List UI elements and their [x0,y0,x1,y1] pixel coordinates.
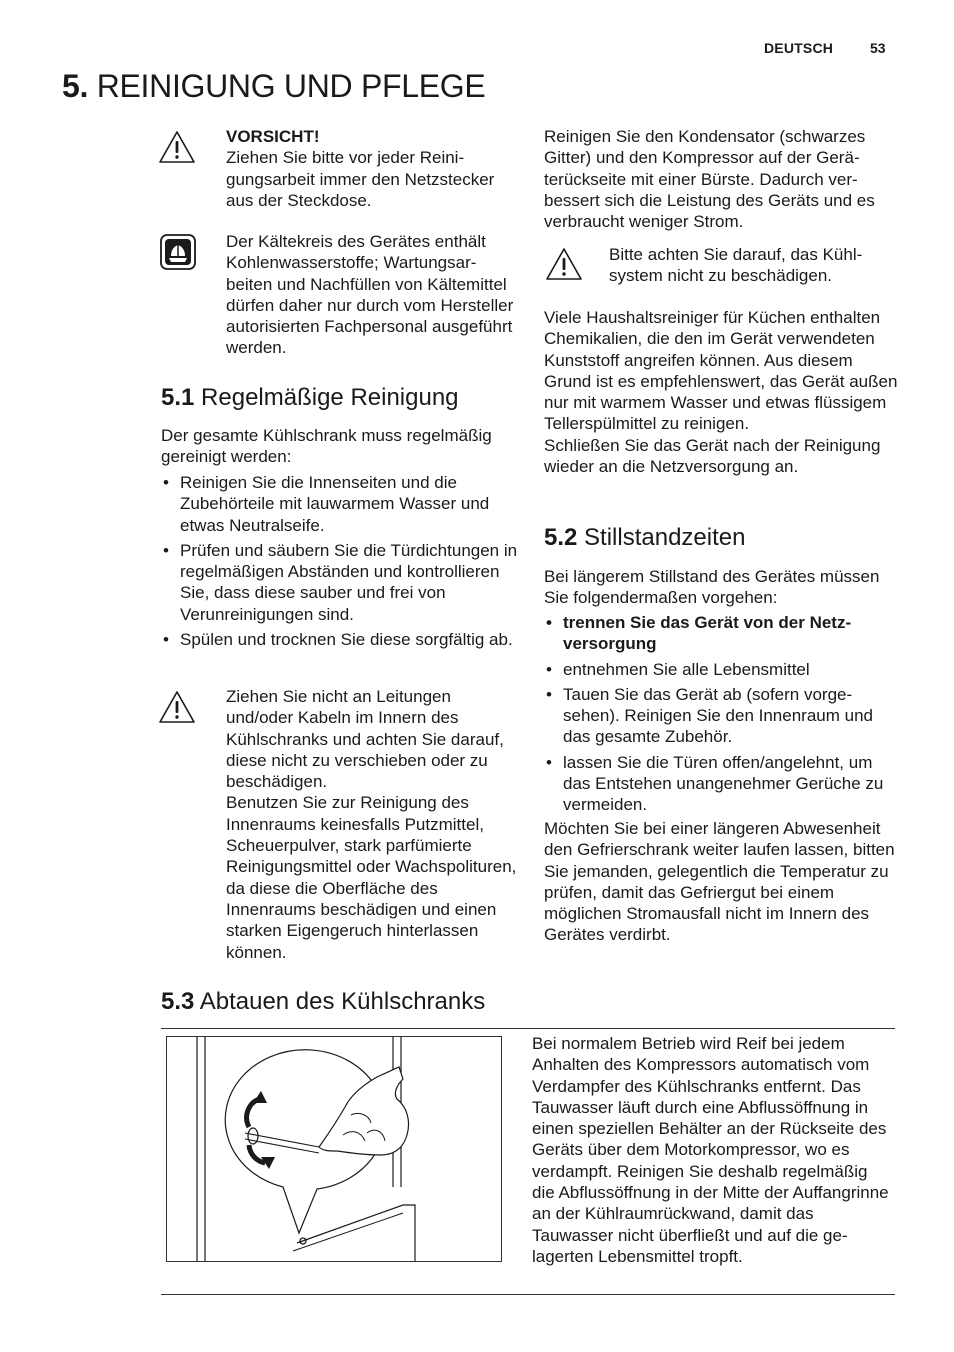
warning-triangle-icon [157,688,197,728]
section-5-1-intro: Der gesamte Kühlschrank muss regelmäßig gereinigt werden: [161,426,492,467]
section-5-2-heading [544,524,745,552]
section-5-1-heading [161,384,459,412]
section-5-1-number: 5.1 [161,384,195,411]
section-5-2-intro: Bei längerem Stillstand des Gerätes müssen Sie folgendermaßen vorgehen: [544,567,880,608]
cleaner-text: Viele Haushaltsreiniger für Küchen enthalten Chemikalien, die den im Gerät verwendeten Kunststoff angreifen können. Aus diesem Grund ist es empfehlenswert, das Gerät außen nur mit warmem Wasser und etwas flüssigem Tellerspülmittel zu reinigen. [544,308,898,434]
caution-heading: VORSICHT! [226,127,320,146]
defrost-text: Bei normalem Betrieb wird Reif bei jedem Anhalten des Kompressors automatisch vom Verdampfer des Kühlschranks entfernt. Das Tauwasser läuft durch eine Abflussöffnung in einen speziellen Behälter an der Rückseite des Geräts über dem Motorkompressor, wo es verdampft. Reinigen Sie deshalb regelmäßig die Abflussöffnung in der Mitte der Auffangrinne an der Kühlraumrückwand, damit das Tauwasser nicht überfließt und auf die gelagerten Lebensmittel tropft. [532,1034,889,1266]
section-5-2-title: Stillstandzeiten [584,524,746,551]
chapter-title: REINIGUNG UND PFLEGE [96,68,486,104]
list-item: • Spülen und trocknen Sie diese sorgfältig ab. [161,629,521,650]
caution-note [226,126,516,211]
list-item: • Tauen Sie das Gerät ab (sofern vorgesehen). Reinigen Sie den Innenraum und das gesamte Zubehör. [544,684,900,748]
table-top-rule [161,1028,895,1029]
environment-icon [160,234,196,270]
cleaner-block [544,307,900,477]
warning-triangle-icon [157,128,197,168]
page-number: 53 [870,40,886,56]
list-item: • Prüfen und säubern Sie die Türdichtungen in regelmäßigen Abständen und kontrollieren Sie, dass diese sauber und frei von Verunreinigungen sind. [161,540,521,625]
reconnect-text: Schließen Sie das Gerät nach der Reinigung wieder an die Netzversorgung an. [544,435,881,477]
section-5-2-number: 5.2 [544,524,578,551]
page-title [62,68,485,105]
header-language: DEUTSCH [764,40,834,56]
chapter-number: 5. [62,68,89,104]
cleaning-warning-1: Ziehen Sie nicht an Leitungen und/oder Kabeln im Innern des Kühlschranks und achten Sie darauf, diese nicht zu verschieben oder zu beschädigen. [226,687,504,792]
warning-triangle-icon [544,245,584,285]
section-5-3-heading [161,988,485,1016]
section-5-3-title: Abtauen des Kühlschranks [199,988,486,1015]
table-bottom-rule [161,1294,895,1295]
cleaning-warning [226,686,518,963]
section-5-1-title: Regelmäßige Reinigung [201,384,459,411]
list-item: • trennen Sie das Gerät von der Netzversorgung [544,612,900,655]
cooling-system-warning: Bitte achten Sie darauf, das Kühlsystem nicht zu beschädigen. [609,245,863,286]
cleaning-warning-2: Benutzen Sie zur Reinigung des Innenraums keinesfalls Putzmittel, Scheuerpulver, stark parfümierte Reinigungsmittel oder Wachspolituren, da diese die Oberfläche des Innenraums beschädigen und einen starken Eigengeruch hinterlassen können. [226,793,517,962]
environment-note: Der Kältekreis des Gerätes enthält Kohlenwasserstoffe; Wartungsarbeiten und Nachfüllen von Kältemittel dürfen daher nur durch vom Hersteller autorisierten Fachpersonal ausgeführt werden. [226,232,514,358]
section-5-2-list [544,612,900,820]
caution-text: Ziehen Sie bitte vor jeder Reinigungsarbeit immer den Netzstecker aus der Steckdose. [226,148,495,210]
list-item: • lassen Sie die Türen offen/angelehnt, um das Entstehen unangenehmer Gerüche zu vermeiden. [544,752,900,816]
section-5-3-number: 5.3 [161,988,195,1015]
condenser-text: Reinigen Sie den Kondensator (schwarzes Gitter) und den Kompressor auf der Geräterückseite mit einer Bürste. Dadurch verbessert sich die Leistung des Geräts und es verbraucht weniger Strom. [544,127,875,232]
list-item: • entnehmen Sie alle Lebensmittel [544,659,900,680]
section-5-1-list [161,472,521,654]
list-item: • Reinigen Sie die Innenseiten und die Zubehörteile mit lauwarmem Wasser und etwas Neutralseife. [161,472,521,536]
defrost-drain-illustration [166,1036,502,1262]
section-5-2-outro: Möchten Sie bei einer längeren Abwesenheit den Gefrierschrank weiter laufen lassen, bitten Sie jemanden, gelegentlich die Temperatur zu prüfen, damit das Gefriergut bei einem möglichen Stromausfall nicht im Innern des Gerätes verdirbt. [544,819,895,945]
